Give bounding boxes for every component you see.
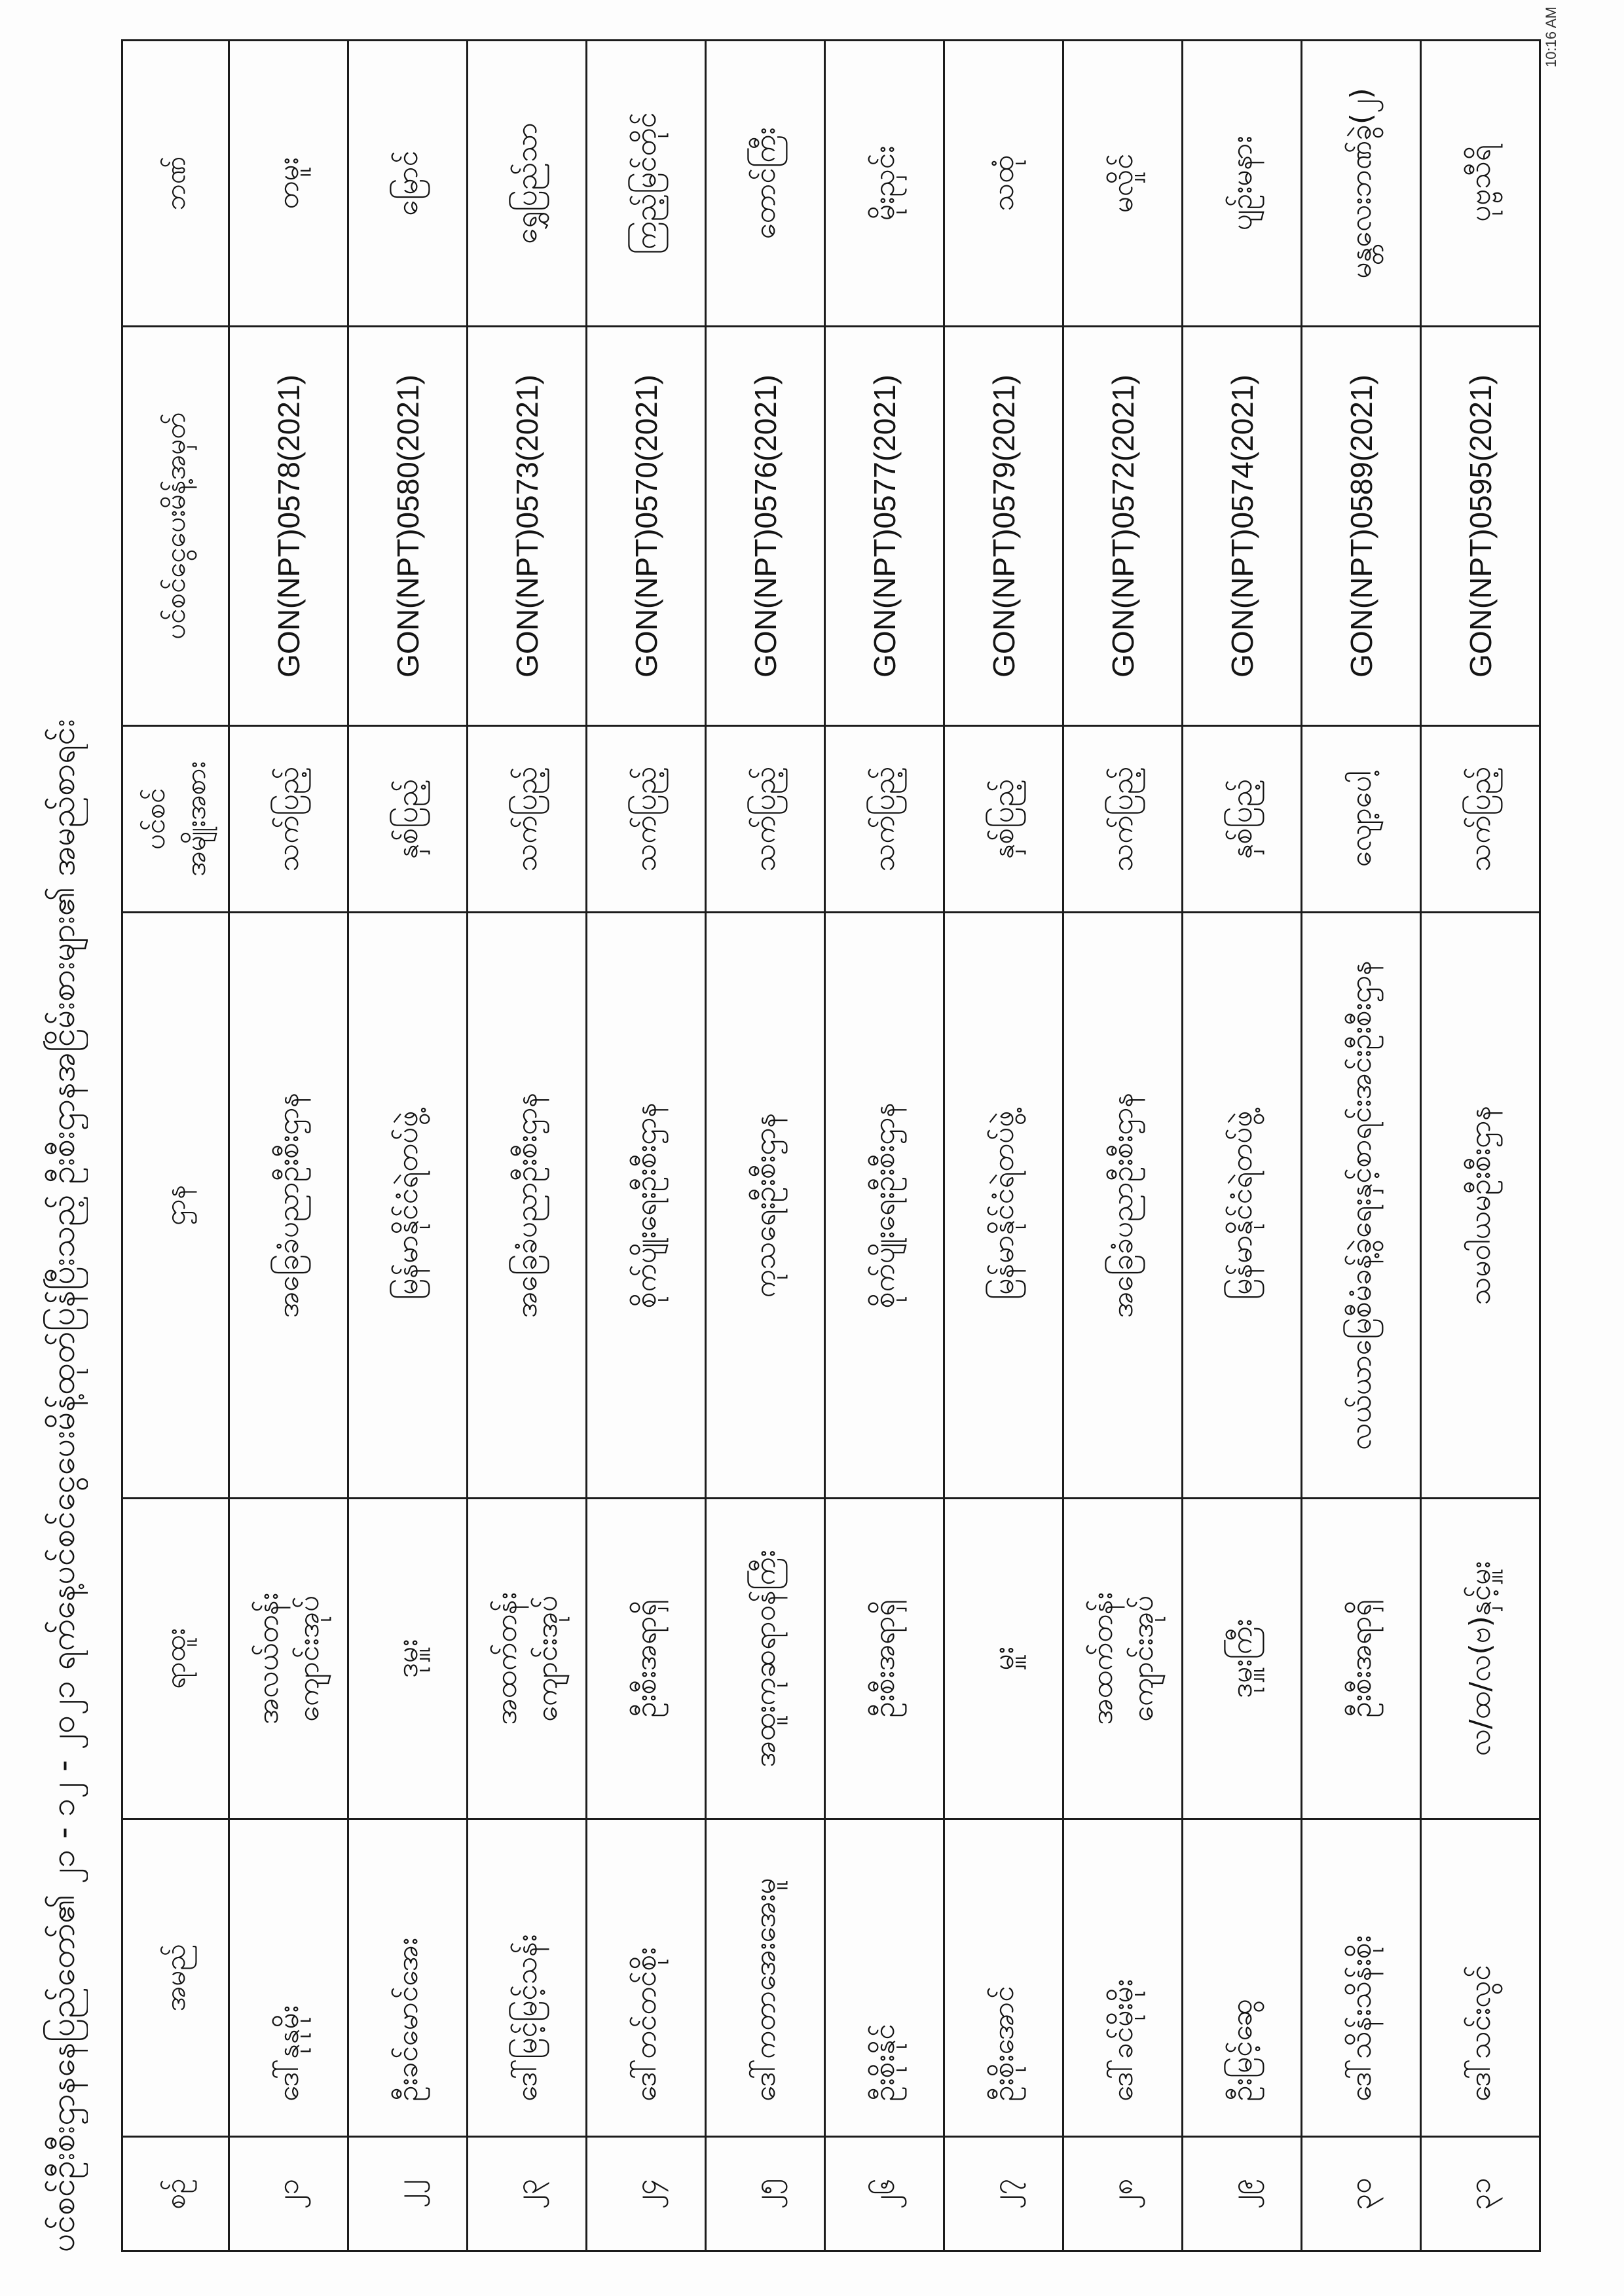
pension-type: သက်ပြည့် xyxy=(867,766,901,872)
header-pension-type-line: ပင်စင် xyxy=(139,788,171,850)
department-cell xyxy=(945,913,1062,1499)
pensioner-name: ဒေါ်နုနုမိုး xyxy=(271,2005,305,2102)
department-cell xyxy=(587,913,705,1499)
pension-order-cell xyxy=(707,327,824,727)
position-line: ကျောင်းအုပ် xyxy=(530,1595,564,1722)
department-cell xyxy=(1422,913,1539,1499)
header-position-label: ရာထူး xyxy=(159,1628,191,1689)
pension-type: သက်ပြည့် xyxy=(1463,766,1497,872)
table-body xyxy=(228,41,1539,2250)
bank-cell xyxy=(349,41,466,327)
bank-name: ရွှေပြည်သာ xyxy=(509,122,544,244)
pension-order-cell xyxy=(587,327,705,727)
bank-name: တောင်ကြီး xyxy=(748,127,782,240)
bank-name: မန္တလေးဘဏ်ခွဲ(၂) xyxy=(1344,88,1378,279)
position-line: ဒုမှူး xyxy=(390,1639,424,1679)
position-cell xyxy=(707,1499,824,1820)
name-cell xyxy=(230,1820,347,2138)
serial-number: ၂၈ xyxy=(1105,2178,1139,2210)
table-row xyxy=(943,41,1062,2250)
header-pension-order xyxy=(123,327,228,727)
position-cell xyxy=(1183,1499,1301,1820)
serial-number: ၂၅ xyxy=(748,2178,782,2210)
table-row xyxy=(1301,41,1420,2250)
table-row xyxy=(1062,41,1181,2250)
position-cell xyxy=(230,1499,347,1820)
header-name-label: အမည် xyxy=(159,1944,191,2012)
table-row xyxy=(1420,41,1539,2250)
department-name: လယ်ယာမြေစီမံခန့်ခွဲရေးနှင့်စာရင်းအင်းဦးစီးဌာန xyxy=(1344,960,1378,1451)
bank-cell xyxy=(826,41,943,327)
serial-number: ၂၂ xyxy=(390,2179,424,2208)
header-pension-type-line: အမျိုးအစား xyxy=(179,761,212,877)
pensioner-name: ဒေါ်သင်းလွင် xyxy=(1463,1965,1497,2102)
position-line: အထက်တန်း xyxy=(1085,1592,1119,1725)
pension-order-number: GON(NPT)0579(2021) xyxy=(986,374,1021,678)
position-cell xyxy=(468,1499,585,1820)
department-cell xyxy=(826,913,943,1499)
bank-cell xyxy=(1422,41,1539,327)
pensioner-name: ဦးစိုးအောင် xyxy=(986,1986,1020,2102)
bank-cell xyxy=(945,41,1062,327)
position-line: ကျောင်းအုပ် xyxy=(291,1595,325,1722)
header-bank-label: ဘဏ် xyxy=(159,156,191,211)
bank-name: ပျဉ်းမနား xyxy=(1225,136,1259,231)
header-position xyxy=(123,1499,228,1820)
pension-order-number: GON(NPT)0576(2021) xyxy=(748,374,783,678)
name-cell xyxy=(707,1820,824,2138)
serial-cell xyxy=(707,2138,824,2250)
pension-type: လျော့ပေါ့ xyxy=(1344,771,1378,867)
pension-type: သက်ပြည့် xyxy=(271,766,305,872)
pensioner-name: ဒေါ်သိန်းသိန်းစိုး xyxy=(1344,1935,1378,2102)
position-line: မှူး xyxy=(986,1647,1020,1671)
bank-cell xyxy=(1064,41,1181,327)
pension-type-cell xyxy=(230,727,347,913)
pension-type: သက်ပြည့် xyxy=(748,766,782,872)
pension-type-cell xyxy=(587,727,705,913)
bank-name: မလှိုင် xyxy=(1105,153,1139,213)
bank-name: မိုးညှင်း xyxy=(867,145,901,221)
department-name: မြန်မာနိုင်ငံရဲတပ်ဖွဲ့ xyxy=(390,1110,424,1300)
department-cell xyxy=(707,913,824,1499)
header-name xyxy=(123,1820,228,2138)
pension-order-cell xyxy=(468,327,585,727)
department-name: စိုက်ပျိုးရေးဦးစီးဌာန xyxy=(867,1102,901,1309)
bank-cell xyxy=(1183,41,1301,327)
header-serial xyxy=(123,2138,228,2250)
department-name: မြန်မာနိုင်ငံရဲတပ်ဖွဲ့ xyxy=(986,1110,1020,1300)
pension-type: နှစ်ပြည့် xyxy=(986,778,1020,860)
header-bank xyxy=(123,41,228,327)
department-cell xyxy=(349,913,466,1499)
serial-cell xyxy=(826,2138,943,2250)
position-cell xyxy=(1422,1499,1539,1820)
serial-cell xyxy=(230,2138,347,2250)
pension-type-cell xyxy=(1302,727,1420,913)
department-name: ကုသရေးဦးစီးဌာန xyxy=(748,1112,782,1298)
serial-number: ၂၇ xyxy=(986,2178,1020,2210)
serial-cell xyxy=(587,2138,705,2250)
serial-cell xyxy=(1302,2138,1420,2250)
pension-type-cell xyxy=(826,727,943,913)
name-cell xyxy=(587,1820,705,2138)
header-department xyxy=(123,913,228,1499)
pension-type-cell xyxy=(349,727,466,913)
pension-type-cell xyxy=(1183,727,1301,913)
pension-type-cell xyxy=(1064,727,1181,913)
pensioner-name: ဦးစိုးနိုင် xyxy=(867,2024,901,2102)
bank-cell xyxy=(230,41,347,327)
position-line: လ/ထ/လ(ဗ)နှင့်မှူး xyxy=(1463,1561,1497,1757)
pension-order-cell xyxy=(349,327,466,727)
table-row xyxy=(466,41,585,2250)
position-line: အလယ်တန်း xyxy=(251,1592,285,1725)
table-header-row xyxy=(123,41,228,2250)
table-row xyxy=(228,41,347,2250)
pension-type: သက်ပြည့် xyxy=(629,766,663,872)
name-cell xyxy=(1183,1820,1301,2138)
department-name: အခြေခံပညာဦးစီးဌာန xyxy=(1105,1092,1139,1319)
pension-order-cell xyxy=(1064,327,1181,727)
bank-name: မြောင် xyxy=(390,151,424,216)
position-cell xyxy=(1064,1499,1181,1820)
serial-cell xyxy=(468,2138,585,2250)
department-name: အခြေခံပညာဦးစီးဌာန xyxy=(271,1092,305,1319)
serial-number: ၂၄ xyxy=(629,2178,663,2210)
department-name: အခြေခံပညာဦးစီးဌာန xyxy=(509,1092,544,1319)
department-cell xyxy=(1183,913,1301,1499)
bank-cell xyxy=(707,41,824,327)
pension-order-cell xyxy=(230,327,347,727)
department-name: မြန်မာနိုင်ငံရဲတပ်ဖွဲ့ xyxy=(1225,1110,1259,1300)
pension-order-number: GON(NPT)0578(2021) xyxy=(271,374,306,678)
bank-name: ပုဗ္ဗသီရိ xyxy=(1463,144,1497,223)
pension-order-number: GON(NPT)0589(2021) xyxy=(1344,374,1378,678)
table-row xyxy=(1181,41,1301,2250)
position-line: ဒုမှူးကြီး xyxy=(1225,1619,1259,1698)
pension-order-number: GON(NPT)0573(2021) xyxy=(509,374,544,678)
department-cell xyxy=(230,913,347,1499)
pension-order-cell xyxy=(826,327,943,727)
position-line: ဦးစီးအရာရှိ xyxy=(629,1599,663,1718)
pension-order-number: GON(NPT)0574(2021) xyxy=(1225,374,1259,678)
bank-name: ကြည့်မြင်တိုင် xyxy=(629,112,663,255)
name-cell xyxy=(1064,1820,1181,2138)
position-cell xyxy=(349,1499,466,1820)
department-cell xyxy=(468,913,585,1499)
serial-cell xyxy=(1183,2138,1301,2250)
position-cell xyxy=(1302,1499,1420,1820)
serial-number: ၂၉ xyxy=(1225,2178,1259,2210)
serial-number: ၂၃ xyxy=(509,2178,544,2210)
document-title: ပင်စင်ဦးစီးဌာနနေပြည်တော်၏ ၂၁ - ၁၂ - ၂၀၂၁ ရက်နေ့ပင်စင်ငွေပေးမိန့်ထုတ်ပြန်ပြီးသည့် ဦးစီးဌာနအငြိမ်းစားများ၏ အမည်စာရင်း xyxy=(44,718,82,2252)
serial-cell xyxy=(945,2138,1062,2250)
position-line: အထူးကုဆရာဝန်ကြီး xyxy=(748,1550,782,1768)
name-cell xyxy=(349,1820,466,2138)
serial-cell xyxy=(1064,2138,1181,2250)
pension-type: နှစ်ပြည့် xyxy=(390,778,424,860)
serial-cell xyxy=(1422,2138,1539,2250)
department-cell xyxy=(1064,913,1181,1499)
name-cell xyxy=(1422,1820,1539,2138)
department-cell xyxy=(1302,913,1420,1499)
table-row xyxy=(824,41,943,2250)
position-line: ကျောင်းအုပ် xyxy=(1126,1595,1160,1722)
bank-cell xyxy=(587,41,705,327)
name-cell xyxy=(1302,1820,1420,2138)
position-line: အထက်တန်း xyxy=(489,1592,523,1725)
header-serial-label: စဉ် xyxy=(159,2178,191,2210)
name-cell xyxy=(468,1820,585,2138)
serial-cell xyxy=(349,2138,466,2250)
pensioner-name: ဒေါ်ခင်မိုးမိုး xyxy=(1105,1979,1139,2102)
pension-order-cell xyxy=(1302,327,1420,727)
pension-order-cell xyxy=(1183,327,1301,727)
header-department-label: ဌာန xyxy=(159,1184,191,1226)
pension-order-cell xyxy=(945,327,1062,727)
pension-order-number: GON(NPT)0595(2021) xyxy=(1463,374,1498,678)
pension-type: နှစ်ပြည့် xyxy=(1225,778,1259,860)
position-line: ဦးစီးအရာရှိ xyxy=(1344,1599,1378,1718)
pension-type-cell xyxy=(468,727,585,913)
pension-type-cell xyxy=(945,727,1062,913)
pension-type: သက်ပြည့် xyxy=(1105,766,1139,872)
bank-name: သထုံ xyxy=(986,155,1020,211)
pension-order-number: GON(NPT)0572(2021) xyxy=(1105,374,1140,678)
pensioners-table xyxy=(121,39,1541,2252)
table-row xyxy=(347,41,466,2250)
pension-type-cell xyxy=(707,727,824,913)
position-cell xyxy=(587,1499,705,1820)
pensioner-name: ဦးမြင့်ဆွေ xyxy=(1225,1998,1259,2102)
name-cell xyxy=(945,1820,1062,2138)
bank-cell xyxy=(1302,41,1420,327)
pensioner-name: ဒေါ်မြင့်မြင့်သန်း xyxy=(509,1934,544,2102)
serial-number: ၂၆ xyxy=(867,2178,901,2210)
pensioner-name: ဦးခင်မောင်အေး xyxy=(390,1938,424,2102)
pension-order-cell xyxy=(1422,327,1539,727)
serial-number: ၂၁ xyxy=(271,2178,305,2210)
bank-cell xyxy=(468,41,585,327)
position-cell xyxy=(945,1499,1062,1820)
department-name: သမဝါယမဦးစီးဌာန xyxy=(1463,1105,1497,1305)
pension-order-number: GON(NPT)0570(2021) xyxy=(629,374,663,678)
serial-number: ၃၁ xyxy=(1463,2178,1497,2210)
serial-number: ၃၀ xyxy=(1344,2178,1378,2210)
header-pension-order-label: ပင်စင်ငွေပေးမိန့်အမှတ် xyxy=(159,412,191,640)
name-cell xyxy=(826,1820,943,2138)
table-row xyxy=(705,41,824,2250)
pensioner-name: ဒေါ်တင်တင်စိုး xyxy=(629,1947,663,2102)
pension-order-number: GON(NPT)0580(2021) xyxy=(390,374,425,678)
position-cell xyxy=(826,1499,943,1820)
pensioner-name: ဒေါ်ကတာအေးအေးမူ xyxy=(748,1878,782,2102)
department-name: စိုက်ပျိုးရေးဦးစီးဌာန xyxy=(629,1102,663,1309)
scan-timestamp: 10:16 AM xyxy=(1543,7,1559,67)
position-line: ဦးစီးအရာရှိ xyxy=(867,1599,901,1718)
pension-type: သက်ပြည့် xyxy=(509,766,544,872)
table-row xyxy=(585,41,705,2250)
pension-type-cell xyxy=(1422,727,1539,913)
bank-name: တမူး xyxy=(271,157,305,210)
header-pension-type xyxy=(123,727,228,913)
pension-order-number: GON(NPT)0577(2021) xyxy=(867,374,902,678)
